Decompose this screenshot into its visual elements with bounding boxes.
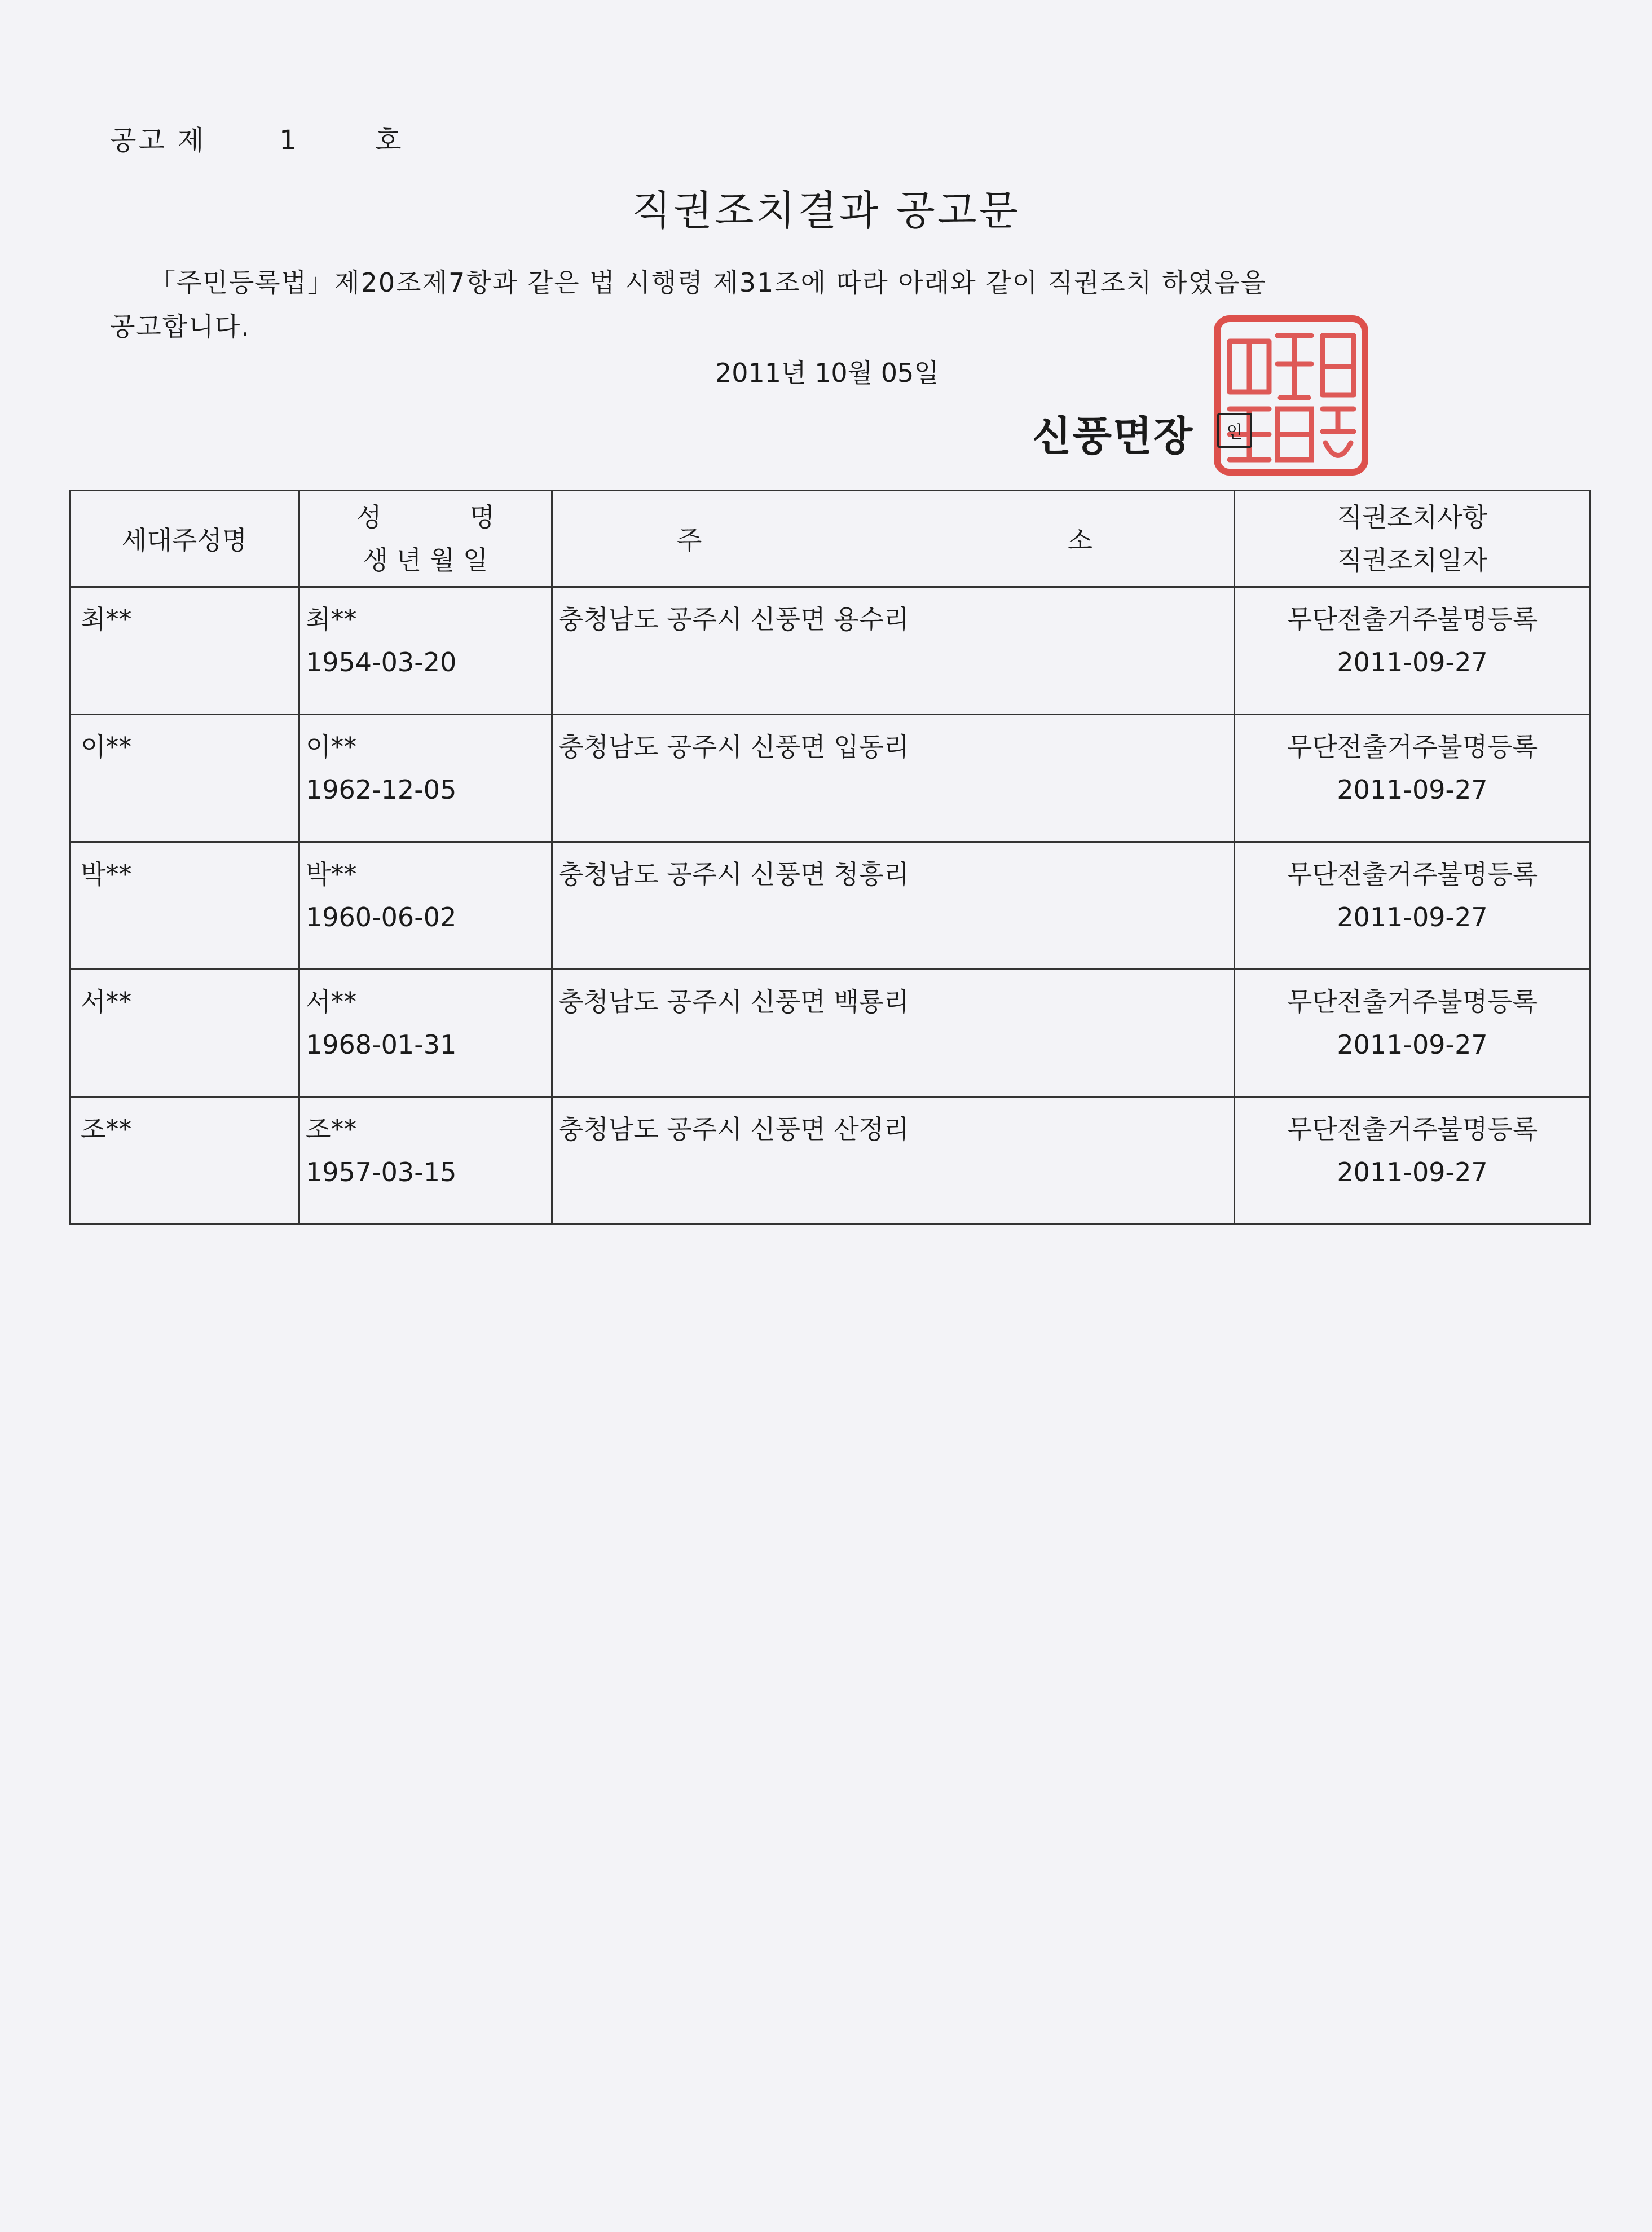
official-seal-stamp bbox=[1207, 307, 1376, 482]
action-results-table bbox=[69, 490, 1591, 1225]
name-birth-cell bbox=[299, 970, 552, 1097]
address-cell: 충청남도 공주시 신풍면 용수리 bbox=[552, 587, 1235, 715]
header-address bbox=[552, 491, 1235, 587]
person-name: 최** bbox=[306, 604, 357, 635]
action-cell bbox=[1235, 1097, 1591, 1225]
header-household-head: 세대주성명 bbox=[70, 491, 299, 587]
action-type: 무단전출거주불명등록 bbox=[1287, 732, 1538, 762]
action-type: 무단전출거주불명등록 bbox=[1287, 1114, 1538, 1144]
action-date: 2011-09-27 bbox=[1337, 1029, 1488, 1060]
action-date: 2011-09-27 bbox=[1337, 774, 1488, 805]
header-action-type: 직권조치사항 bbox=[1337, 502, 1488, 532]
notice-number bbox=[110, 118, 403, 157]
action-type: 무단전출거주불명등록 bbox=[1287, 859, 1538, 890]
address-cell: 충청남도 공주시 신풍면 산정리 bbox=[552, 1097, 1235, 1225]
household-head-cell: 이** bbox=[70, 715, 299, 842]
table-row bbox=[70, 970, 1591, 1097]
document-title: 직권조치결과 공고문 bbox=[632, 187, 1020, 234]
action-cell bbox=[1235, 970, 1591, 1097]
name-birth-cell bbox=[299, 715, 552, 842]
person-birthdate: 1962-12-05 bbox=[306, 774, 457, 805]
table-row bbox=[70, 587, 1591, 715]
header-address-b: 소 bbox=[1067, 525, 1092, 556]
person-birthdate: 1960-06-02 bbox=[306, 902, 457, 932]
action-type: 무단전출거주불명등록 bbox=[1287, 987, 1538, 1017]
name-birth-cell bbox=[299, 1097, 552, 1225]
action-date: 2011-09-27 bbox=[1337, 647, 1488, 677]
person-birthdate: 1954-03-20 bbox=[306, 647, 457, 677]
name-birth-cell bbox=[299, 587, 552, 715]
header-birthdate: 생 년 월 일 bbox=[363, 545, 488, 575]
seal-mark: 인 bbox=[1217, 413, 1252, 448]
address-cell: 충청남도 공주시 신풍면 백룡리 bbox=[552, 970, 1235, 1097]
person-birthdate: 1957-03-15 bbox=[306, 1157, 457, 1187]
header-address-a: 주 bbox=[677, 525, 702, 556]
person-name: 서** bbox=[306, 987, 357, 1017]
header-name-b: 명 bbox=[469, 502, 495, 532]
table-row bbox=[70, 1097, 1591, 1225]
household-head-cell: 조** bbox=[70, 1097, 299, 1225]
person-name: 이** bbox=[306, 732, 357, 762]
document-date: 2011년 10월 05일 bbox=[715, 358, 939, 388]
notice-suffix: 호 bbox=[375, 125, 404, 156]
table-row bbox=[70, 842, 1591, 970]
body-line-1: 「주민등록법」제20조제7항과 같은 법 시행령 제31조에 따라 아래와 같이 직권조치 하였음을 bbox=[149, 267, 1267, 298]
person-name: 조** bbox=[306, 1114, 357, 1144]
household-head-cell: 서** bbox=[70, 970, 299, 1097]
header-action-date: 직권조치일자 bbox=[1337, 545, 1488, 575]
signatory-title: 신풍면장 bbox=[1032, 412, 1194, 460]
address-cell: 충청남도 공주시 신풍면 청흥리 bbox=[552, 842, 1235, 970]
header-action bbox=[1235, 491, 1591, 587]
action-type: 무단전출거주불명등록 bbox=[1287, 604, 1538, 635]
action-date: 2011-09-27 bbox=[1337, 1157, 1488, 1187]
household-head-cell: 박** bbox=[70, 842, 299, 970]
action-cell bbox=[1235, 715, 1591, 842]
name-birth-cell bbox=[299, 842, 552, 970]
address-cell: 충청남도 공주시 신풍면 입동리 bbox=[552, 715, 1235, 842]
table-row bbox=[70, 715, 1591, 842]
table-header-row bbox=[70, 491, 1591, 587]
household-head-cell: 최** bbox=[70, 587, 299, 715]
person-name: 박** bbox=[306, 859, 357, 890]
notice-number-value: 1 bbox=[279, 125, 299, 156]
header-name-a: 성 bbox=[356, 502, 382, 532]
body-line-2: 공고합니다. bbox=[110, 311, 250, 342]
notice-label: 공고 제 bbox=[110, 125, 206, 156]
header-name-birth bbox=[299, 491, 552, 587]
action-date: 2011-09-27 bbox=[1337, 902, 1488, 932]
person-birthdate: 1968-01-31 bbox=[306, 1029, 457, 1060]
action-cell bbox=[1235, 587, 1591, 715]
action-cell bbox=[1235, 842, 1591, 970]
